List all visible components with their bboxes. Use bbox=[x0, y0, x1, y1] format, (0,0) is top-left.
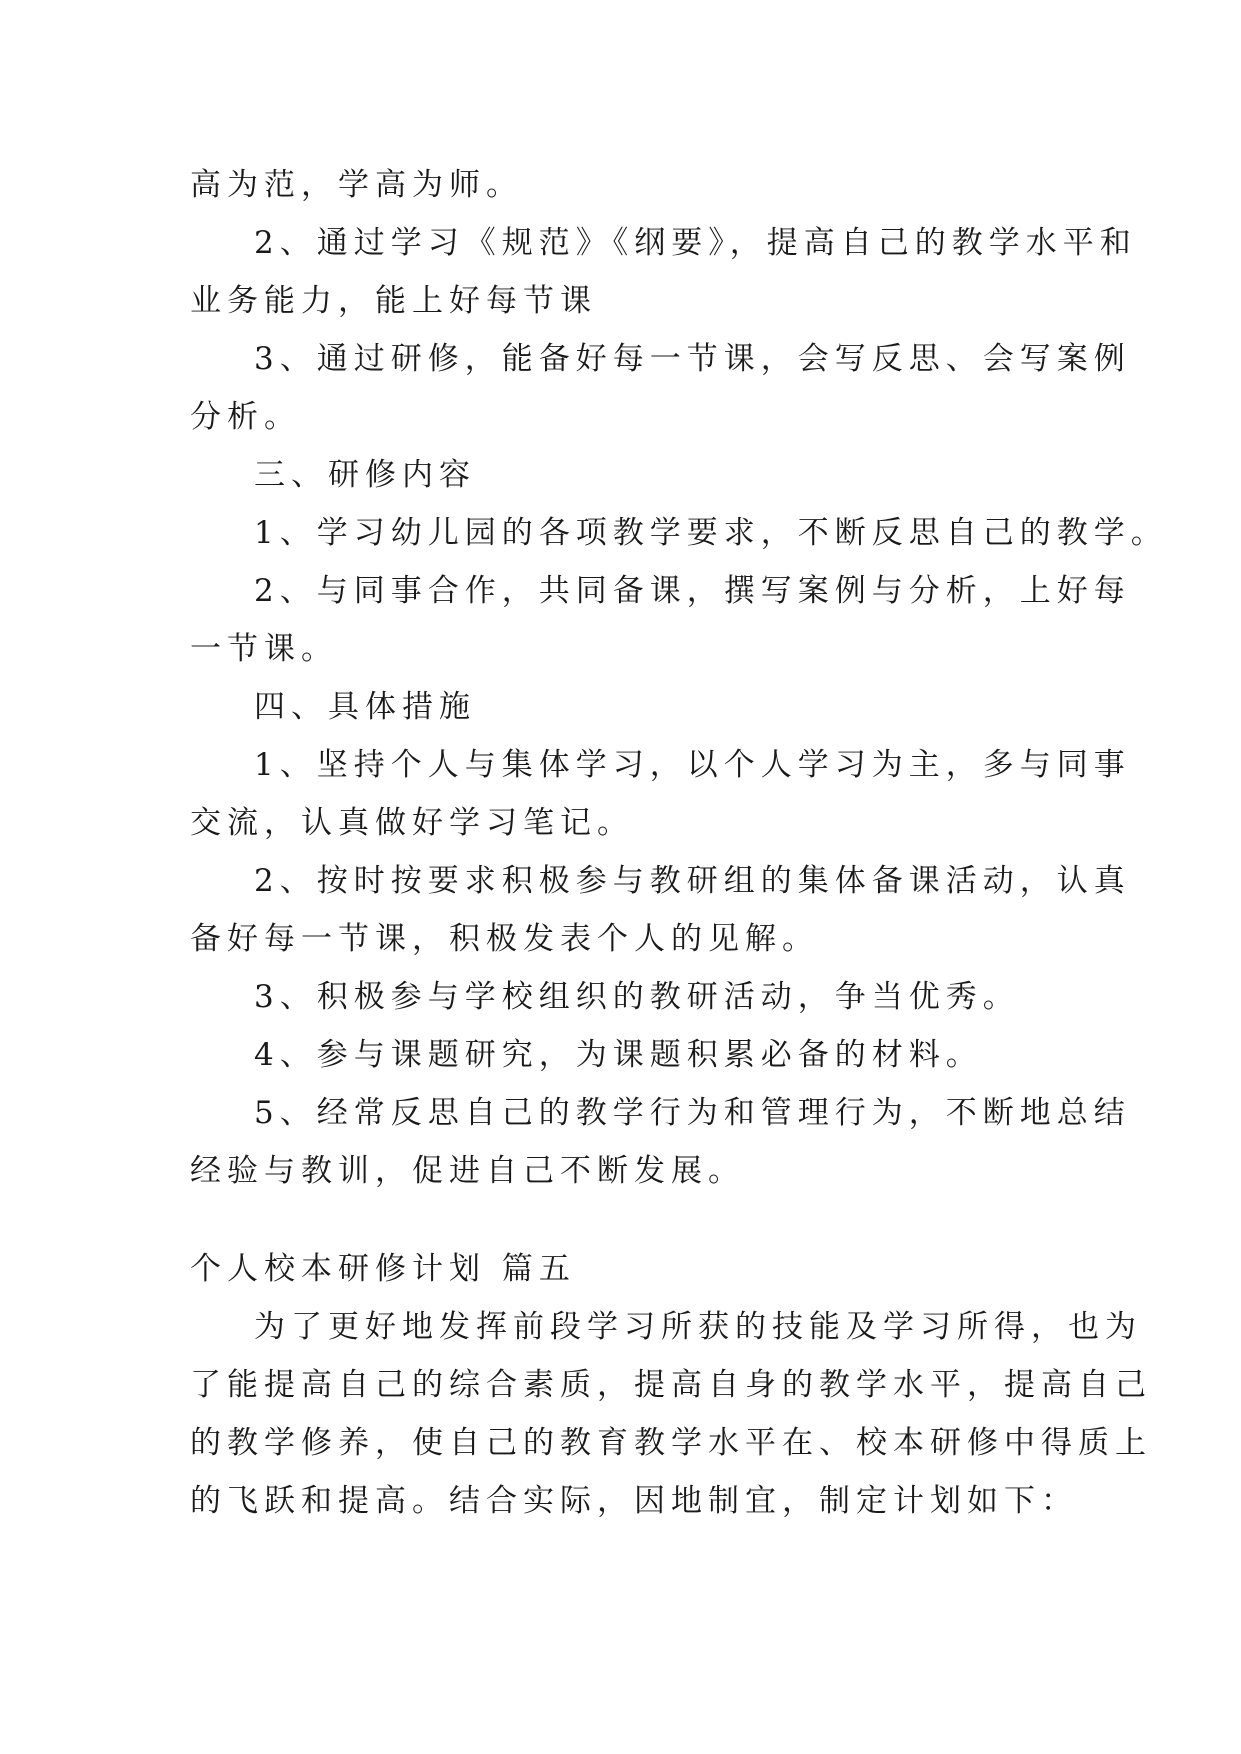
paragraph-line: 3、积极参与学校组织的教研活动，争当优秀。 bbox=[254, 979, 1020, 1015]
paragraph-line: 业务能力，能上好每节课 bbox=[190, 283, 597, 319]
paragraph-line: 1、学习幼儿园的各项教学要求，不断反思自己的教学。 bbox=[254, 515, 1168, 551]
paragraph-line: 高为范，学高为师。 bbox=[190, 167, 523, 203]
paragraph-line: 分析。 bbox=[190, 399, 301, 435]
paragraph-line: 5、经常反思自己的教学行为和管理行为，不断地总结 bbox=[254, 1095, 1131, 1131]
paragraph-line: 的飞跃和提高。结合实际，因地制宜，制定计划如下： bbox=[190, 1483, 1078, 1519]
paragraph-line: 的教学修养，使自己的教育教学水平在、校本研修中得质上 bbox=[190, 1425, 1152, 1461]
paragraph-line: 交流，认真做好学习笔记。 bbox=[190, 805, 634, 841]
paragraph-line: 备好每一节课，积极发表个人的见解。 bbox=[190, 921, 819, 957]
paragraph-line: 2、通过学习《规范》《纲要》，提高自己的教学水平和 bbox=[254, 225, 1137, 261]
paragraph-line: 2、与同事合作，共同备课，撰写案例与分析，上好每 bbox=[254, 573, 1131, 609]
section-heading: 四、具体措施 bbox=[254, 689, 476, 725]
paragraph-line: 4、参与课题研究，为课题积累必备的材料。 bbox=[254, 1037, 983, 1073]
paragraph-line: 为了更好地发挥前段学习所获的技能及学习所得，也为 bbox=[254, 1309, 1142, 1345]
paragraph-line: 2、按时按要求积极参与教研组的集体备课活动，认真 bbox=[254, 863, 1131, 899]
paragraph-line: 一节课。 bbox=[190, 631, 338, 667]
paragraph-line: 3、通过研修，能备好每一节课，会写反思、会写案例 bbox=[254, 341, 1131, 377]
paragraph-line: 经验与教训，促进自己不断发展。 bbox=[190, 1153, 745, 1189]
paragraph-line: 了能提高自己的综合素质，提高自身的教学水平，提高自己 bbox=[190, 1367, 1152, 1403]
article-title: 个人校本研修计划 篇五 bbox=[190, 1251, 576, 1287]
paragraph-line: 1、坚持个人与集体学习，以个人学习为主，多与同事 bbox=[254, 747, 1131, 783]
section-heading: 三、研修内容 bbox=[254, 457, 476, 493]
